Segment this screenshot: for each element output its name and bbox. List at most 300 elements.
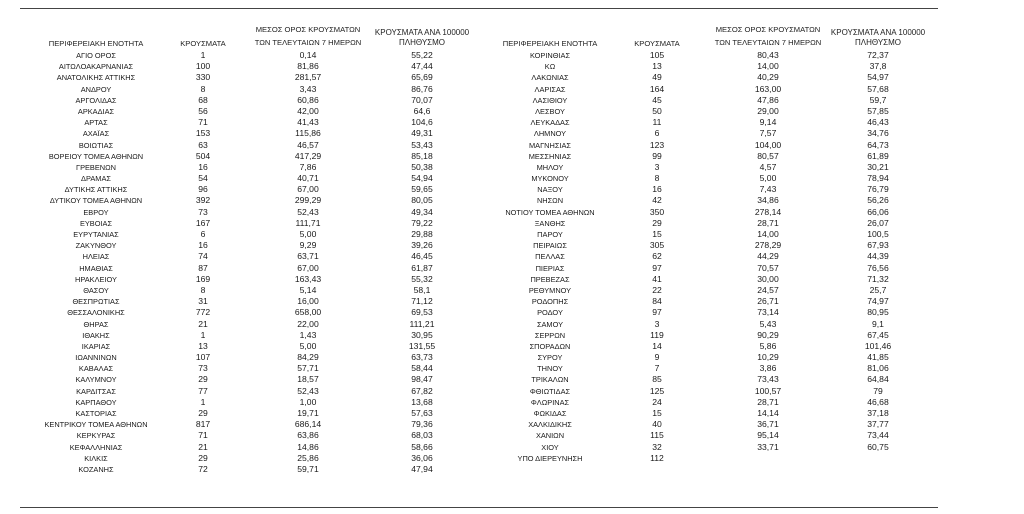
region-name: ΛΑΚΩΝΙΑΣ <box>531 73 569 83</box>
bottom-rule <box>20 507 938 508</box>
table-row <box>0 162 1024 173</box>
region-name: ΘΗΡΑΣ <box>83 319 109 329</box>
seven-day-average-value: 57,71 <box>297 363 319 374</box>
seven-day-average-value: 40,29 <box>757 72 779 83</box>
cases-value: 45 <box>652 94 662 105</box>
cases-per-100k-value: 67,82 <box>411 385 433 396</box>
region-name: ΚΑΡΔΙΤΣΑΣ <box>76 386 116 396</box>
cases-value: 8 <box>654 173 660 184</box>
seven-day-average-value: 5,00 <box>299 229 317 239</box>
region-name: ΑΝΑΤΟΛΙΚΗΣ ΑΤΤΙΚΗΣ <box>56 73 136 83</box>
region-name: ΔΡΑΜΑΣ <box>81 174 111 184</box>
cases-per-100k-value: 71,32 <box>867 273 889 284</box>
table-row <box>0 50 1024 61</box>
table-row <box>0 61 1024 72</box>
cases-per-100k-value: 63,73 <box>411 352 433 363</box>
table-row <box>0 453 1024 464</box>
cases-per-100k-value: 49,34 <box>411 206 433 217</box>
region-name: ΛΑΣΙΘΙΟΥ <box>532 95 568 105</box>
cases-value: 15 <box>652 408 662 418</box>
cases-value: 16 <box>198 161 208 172</box>
seven-day-average-value: 9,14 <box>759 117 777 128</box>
cases-value: 50 <box>652 105 662 116</box>
cases-per-100k-value: 54,97 <box>867 72 889 83</box>
seven-day-average-value: 686,14 <box>294 419 322 430</box>
cases-per-100k-value: 101,46 <box>864 340 892 351</box>
seven-day-average-value: 163,43 <box>294 273 322 284</box>
region-name: ΛΕΣΒΟΥ <box>535 106 565 116</box>
header-region-left: ΠΕΡΙΦΕΡΕΙΑΚΗ ΕΝΟΤΗΤΑ <box>48 39 144 48</box>
cases-value: 49 <box>652 72 662 83</box>
cases-value: 40 <box>652 419 662 430</box>
cases-per-100k-value: 72,37 <box>867 50 889 60</box>
region-name: ΒΟΙΩΤΙΑΣ <box>78 140 114 150</box>
region-name: ΘΕΣΠΡΩΤΙΑΣ <box>72 297 120 307</box>
cases-per-100k-value: 36,06 <box>411 452 433 463</box>
cases-value: 504 <box>195 150 211 161</box>
cases-per-100k-value: 98,47 <box>411 374 433 385</box>
cases-value: 96 <box>198 184 208 195</box>
seven-day-average-value: 14,00 <box>757 229 779 239</box>
seven-day-average-value: 46,57 <box>297 139 319 150</box>
cases-value: 7 <box>654 363 660 374</box>
table-row <box>0 95 1024 106</box>
seven-day-average-value: 41,43 <box>297 117 319 128</box>
cases-per-100k-value: 53,43 <box>411 139 433 150</box>
seven-day-average-value: 47,86 <box>757 94 779 105</box>
region-name: ΜΑΓΝΗΣΙΑΣ <box>529 140 571 150</box>
seven-day-average-value: 3,86 <box>759 363 777 374</box>
cases-value: 77 <box>198 385 208 396</box>
seven-day-average-value: 80,57 <box>757 150 779 161</box>
cases-per-100k-value: 60,75 <box>867 441 889 452</box>
seven-day-average-value: 5,00 <box>299 340 317 351</box>
cases-value: 6 <box>200 229 206 239</box>
cases-value: 112 <box>650 452 664 463</box>
cases-value: 29 <box>652 217 662 228</box>
region-name: ΣΥΡΟΥ <box>537 353 563 363</box>
region-name: ΓΡΕΒΕΝΩΝ <box>76 162 116 172</box>
seven-day-average-value: 26,71 <box>757 296 779 307</box>
table-row <box>0 195 1024 206</box>
seven-day-average-value: 42,00 <box>297 105 319 116</box>
region-name: ΛΗΜΝΟΥ <box>533 129 567 139</box>
cases-per-100k-value: 64,84 <box>867 374 889 385</box>
region-name: ΚΑΛΥΜΝΟΥ <box>75 375 117 385</box>
cases-value: 87 <box>198 262 208 273</box>
table-row <box>0 240 1024 251</box>
cases-value: 41 <box>652 273 662 284</box>
cases-value: 3 <box>654 318 660 329</box>
seven-day-average-value: 9,29 <box>299 240 317 251</box>
cases-per-100k-value: 57,63 <box>411 408 433 418</box>
cases-value: 392 <box>195 195 211 206</box>
cases-per-100k-value: 79,36 <box>411 419 433 430</box>
seven-day-average-value: 67,00 <box>297 184 319 195</box>
cases-per-100k-value: 37,77 <box>867 419 889 430</box>
seven-day-average-value: 115,86 <box>295 128 321 139</box>
table-row <box>0 442 1024 453</box>
seven-day-average-value: 19,71 <box>297 408 319 418</box>
region-name: ΚΑΒΑΛΑΣ <box>78 364 114 374</box>
cases-value: 24 <box>652 396 662 407</box>
region-name: ΚΕΡΚΥΡΑΣ <box>76 431 116 441</box>
seven-day-average-value: 4,57 <box>759 161 777 172</box>
region-name: ΔΥΤΙΚΗΣ ΑΤΤΙΚΗΣ <box>64 185 128 195</box>
cases-value: 29 <box>198 374 208 385</box>
cases-per-100k-value: 47,44 <box>411 61 433 72</box>
cases-per-100k-value: 50,38 <box>411 161 433 172</box>
cases-value: 153 <box>195 128 211 139</box>
region-name: ΑΡΚΑΔΙΑΣ <box>77 106 115 116</box>
table-row <box>0 173 1024 184</box>
region-name: ΞΑΝΘΗΣ <box>534 218 566 228</box>
cases-value: 169 <box>195 273 211 284</box>
cases-per-100k-value: 57,68 <box>867 83 889 94</box>
seven-day-average-value: 278,14 <box>754 206 782 217</box>
region-name: ΑΝΔΡΟΥ <box>80 84 112 94</box>
table-row <box>0 307 1024 318</box>
cases-per-100k-value: 78,94 <box>867 173 889 184</box>
cases-per-100k-value: 57,85 <box>867 105 889 116</box>
table-row <box>0 117 1024 128</box>
region-name: ΝΗΣΩΝ <box>536 196 564 206</box>
region-name: ΕΒΡΟΥ <box>83 207 109 217</box>
cases-per-100k-value: 55,22 <box>411 50 433 60</box>
top-rule <box>20 8 938 9</box>
seven-day-average-value: 3,43 <box>299 83 317 94</box>
cases-per-100k-value: 73,44 <box>867 430 889 441</box>
cases-per-100k-value: 37,8 <box>869 61 887 72</box>
cases-per-100k-value: 81,06 <box>867 363 889 374</box>
right-table-body <box>0 50 1024 464</box>
seven-day-average-value: 1,00 <box>299 396 317 407</box>
seven-day-average-value: 30,00 <box>757 273 779 284</box>
cases-per-100k-value: 47,94 <box>411 463 433 474</box>
region-name: ΦΛΩΡΙΝΑΣ <box>530 397 570 407</box>
seven-day-average-value: 52,43 <box>297 206 319 217</box>
cases-per-100k-value: 67,45 <box>867 329 889 340</box>
header-avg-line1: ΜΕΣΟΣ ΟΡΟΣ ΚΡΟΥΣΜΑΤΩΝ <box>715 25 821 34</box>
cases-per-100k-value: 61,89 <box>867 150 889 161</box>
cases-per-100k-value: 39,26 <box>411 240 433 251</box>
seven-day-average-value: 67,00 <box>297 262 319 273</box>
cases-per-100k-value: 55,32 <box>411 273 433 284</box>
cases-per-100k-value: 71,12 <box>411 296 433 307</box>
seven-day-average-value: 63,71 <box>297 251 319 262</box>
cases-per-100k-value: 46,43 <box>867 117 889 128</box>
seven-day-average-value: 73,14 <box>757 307 779 318</box>
region-name: ΑΧΑΪΑΣ <box>82 129 110 139</box>
header-cases-right: ΚΡΟΥΣΜΑΤΑ <box>634 39 680 48</box>
cases-value: 105 <box>649 50 665 60</box>
cases-value: 84 <box>652 296 662 307</box>
seven-day-average-value: 34,86 <box>757 195 779 206</box>
cases-per-100k-value: 44,39 <box>867 251 889 262</box>
region-name: ΑΡΤΑΣ <box>84 118 108 128</box>
seven-day-average-value: 5,00 <box>759 173 777 184</box>
header-per100k-line2: ΠΛΗΘΥΣΜΟ <box>854 38 902 47</box>
region-name: ΑΓΙΟ ΟΡΟΣ <box>76 51 116 60</box>
table-row <box>0 341 1024 352</box>
cases-value: 99 <box>652 150 662 161</box>
seven-day-average-value: 73,43 <box>757 374 779 385</box>
cases-per-100k-value: 13,68 <box>411 396 433 407</box>
cases-per-100k-value: 56,26 <box>867 195 889 206</box>
header-cases-left: ΚΡΟΥΣΜΑΤΑ <box>180 39 226 48</box>
seven-day-average-value: 104,00 <box>754 139 782 150</box>
cases-per-100k-value: 25,7 <box>869 284 887 295</box>
cases-per-100k-value: 58,1 <box>413 284 431 295</box>
table-row <box>0 352 1024 363</box>
table-row <box>0 296 1024 307</box>
table-row <box>0 408 1024 419</box>
header-avg-line2: ΤΩΝ ΤΕΛΕΥΤΑΙΩΝ 7 ΗΜΕΡΩΝ <box>254 37 362 47</box>
seven-day-average-value: 14,86 <box>297 441 319 452</box>
table-row <box>0 218 1024 229</box>
cases-value: 73 <box>198 206 208 217</box>
seven-day-average-value: 28,71 <box>757 396 779 407</box>
seven-day-average-value: 0,14 <box>299 50 317 60</box>
cases-per-100k-value: 79 <box>873 385 883 396</box>
cases-value: 123 <box>649 139 665 150</box>
seven-day-average-value: 16,00 <box>297 296 319 307</box>
seven-day-average-value: 7,43 <box>759 184 777 195</box>
region-name: ΗΡΑΚΛΕΙΟΥ <box>75 274 117 284</box>
seven-day-average-value: 278,29 <box>754 240 782 251</box>
cases-value: 15 <box>652 229 662 239</box>
cases-per-100k-value: 80,95 <box>867 307 889 318</box>
cases-value: 164 <box>649 83 665 94</box>
cases-value: 16 <box>198 240 208 251</box>
region-name: ΝΟΤΙΟΥ ΤΟΜΕΑ ΑΘΗΝΩΝ <box>505 207 595 217</box>
cases-per-100k-value: 46,68 <box>867 396 889 407</box>
region-name: ΒΟΡΕΙΟΥ ΤΟΜΕΑ ΑΘΗΝΩΝ <box>48 151 144 161</box>
region-name: ΧΑΝΙΩΝ <box>535 431 565 441</box>
seven-day-average-value: 10,29 <box>757 352 779 363</box>
region-name: ΤΡΙΚΑΛΩΝ <box>531 375 569 385</box>
table-row <box>0 397 1024 408</box>
seven-day-average-value: 7,86 <box>299 161 317 172</box>
cases-value: 11 <box>652 117 662 128</box>
cases-value: 817 <box>195 419 211 430</box>
cases-value: 22 <box>652 284 662 295</box>
region-name: ΠΕΙΡΑΙΩΣ <box>533 241 567 251</box>
cases-per-100k-value: 59,65 <box>411 184 433 195</box>
cases-value: 3 <box>654 161 660 172</box>
seven-day-average-value: 7,57 <box>759 128 777 139</box>
seven-day-average-value: 80,43 <box>757 50 779 60</box>
seven-day-average-value: 29,00 <box>757 105 779 116</box>
cases-value: 16 <box>652 184 662 195</box>
cases-value: 21 <box>198 441 208 452</box>
cases-per-100k-value: 76,79 <box>867 184 889 195</box>
cases-per-100k-value: 64,6 <box>413 105 431 116</box>
cases-value: 125 <box>649 385 665 396</box>
table-row <box>0 330 1024 341</box>
cases-value: 107 <box>195 352 211 363</box>
cases-value: 119 <box>650 329 664 340</box>
table-row <box>0 386 1024 397</box>
cases-value: 42 <box>652 195 662 206</box>
cases-per-100k-value: 46,45 <box>411 251 433 262</box>
region-name: ΦΩΚΙΔΑΣ <box>533 409 567 418</box>
seven-day-average-value: 299,29 <box>294 195 322 206</box>
region-name: ΧΙΟΥ <box>541 442 559 452</box>
seven-day-average-value: 25,86 <box>297 452 319 463</box>
region-name: ΚΟΡΙΝΘΙΑΣ <box>529 51 571 60</box>
region-name: ΛΕΥΚΑΔΑΣ <box>530 118 570 128</box>
seven-day-average-value: 84,29 <box>297 352 319 363</box>
cases-per-100k-value: 41,85 <box>867 352 889 363</box>
cases-value: 13 <box>652 61 662 72</box>
cases-value: 62 <box>652 251 662 262</box>
cases-value: 9 <box>654 352 660 363</box>
cases-value: 100 <box>195 61 211 72</box>
cases-per-100k-value: 67,93 <box>867 240 889 251</box>
cases-per-100k-value: 66,06 <box>867 206 889 217</box>
cases-per-100k-value: 79,22 <box>411 217 433 228</box>
header-per100k-line2: ΠΛΗΘΥΣΜΟ <box>398 38 446 47</box>
cases-per-100k-value: 70,07 <box>411 94 433 105</box>
seven-day-average-value: 60,86 <box>297 94 319 105</box>
cases-value: 21 <box>198 318 208 329</box>
cases-per-100k-value: 58,66 <box>411 441 433 452</box>
cases-per-100k-value: 86,76 <box>411 83 433 94</box>
region-name: ΜΥΚΟΝΟΥ <box>531 174 569 184</box>
cases-per-100k-value: 111,21 <box>409 318 435 329</box>
region-name: ΚΕΝΤΡΙΚΟΥ ΤΟΜΕΑ ΑΘΗΝΩΝ <box>44 420 148 430</box>
region-name: ΡΕΘΥΜΝΟΥ <box>528 285 572 295</box>
region-name: ΣΠΟΡΑΔΩΝ <box>529 341 571 351</box>
cases-per-100k-value: 74,97 <box>867 296 889 307</box>
cases-value: 97 <box>652 307 662 318</box>
region-name: ΤΗΝΟΥ <box>537 364 563 374</box>
region-name: ΡΟΔΟΠΗΣ <box>531 297 569 307</box>
region-name: ΚΑΡΠΑΘΟΥ <box>75 397 117 407</box>
cases-per-100k-value: 131,55 <box>408 340 436 351</box>
cases-value: 85 <box>652 374 662 385</box>
header-avg-line2: ΤΩΝ ΤΕΛΕΥΤΑΙΩΝ 7 ΗΜΕΡΩΝ <box>714 37 822 47</box>
seven-day-average-value: 5,14 <box>299 284 317 295</box>
table-row <box>0 363 1024 374</box>
header-region-right: ΠΕΡΙΦΕΡΕΙΑΚΗ ΕΝΟΤΗΤΑ <box>502 39 598 48</box>
region-name: ΠΙΕΡΙΑΣ <box>535 263 565 273</box>
seven-day-average-value: 5,43 <box>759 318 777 329</box>
header-avg-right <box>712 26 824 47</box>
cases-per-100k-value: 65,69 <box>411 72 433 83</box>
seven-day-average-value: 63,86 <box>297 430 319 441</box>
header-avg-left <box>252 26 364 47</box>
region-name: ΘΑΣΟΥ <box>83 285 109 295</box>
cases-value: 54 <box>198 173 208 184</box>
table-row <box>0 140 1024 151</box>
cases-value: 13 <box>198 340 208 351</box>
seven-day-average-value: 40,71 <box>297 173 319 184</box>
seven-day-average-value: 417,29 <box>294 150 322 161</box>
cases-value: 6 <box>654 128 660 139</box>
cases-value: 167 <box>195 217 211 228</box>
cases-per-100k-value: 49,31 <box>411 128 433 139</box>
region-name: ΚΑΣΤΟΡΙΑΣ <box>75 409 117 418</box>
table-row <box>0 128 1024 139</box>
seven-day-average-value: 658,00 <box>294 307 322 318</box>
region-name: ΑΡΓΟΛΙΔΑΣ <box>75 95 117 105</box>
cases-value: 63 <box>198 139 208 150</box>
region-name: ΙΚΑΡΙΑΣ <box>81 341 111 351</box>
region-name: ΚΩ <box>544 62 556 72</box>
cases-per-100k-value: 58,44 <box>411 363 433 374</box>
region-name: ΗΜΑΘΙΑΣ <box>79 263 113 273</box>
seven-day-average-value: 28,71 <box>757 217 779 228</box>
region-name: ΦΘΙΩΤΙΔΑΣ <box>529 386 571 396</box>
header-per100k-line1: ΚΡΟΥΣΜΑΤΑ ΑΝΑ 100000 <box>830 28 926 37</box>
seven-day-average-value: 81,86 <box>297 61 319 72</box>
cases-value: 97 <box>652 262 662 273</box>
cases-per-100k-value: 26,07 <box>867 217 889 228</box>
seven-day-average-value: 5,86 <box>759 340 777 351</box>
seven-day-average-value: 281,57 <box>294 72 322 83</box>
cases-per-100k-value: 37,18 <box>867 408 889 418</box>
table-row <box>0 419 1024 430</box>
seven-day-average-value: 59,71 <box>297 463 319 474</box>
cases-value: 29 <box>198 408 208 418</box>
cases-per-100k-value: 64,73 <box>867 139 889 150</box>
region-name: ΠΡΕΒΕΖΑΣ <box>530 274 570 284</box>
region-name: ΖΑΚΥΝΘΟΥ <box>75 241 117 251</box>
cases-value: 29 <box>198 452 208 463</box>
seven-day-average-value: 18,57 <box>297 374 319 385</box>
region-name: ΣΕΡΡΩΝ <box>534 330 566 340</box>
header-avg-line1: ΜΕΣΟΣ ΟΡΟΣ ΚΡΟΥΣΜΑΤΩΝ <box>255 25 361 34</box>
seven-day-average-value: 90,29 <box>757 329 779 340</box>
cases-per-100k-value: 30,95 <box>411 329 433 340</box>
cases-value: 71 <box>198 117 208 128</box>
cases-value: 1 <box>200 50 206 60</box>
table-row <box>0 106 1024 117</box>
region-name: ΡΟΔΟΥ <box>537 308 563 318</box>
cases-value: 305 <box>649 240 665 251</box>
cases-per-100k-value: 104,6 <box>411 117 433 128</box>
cases-per-100k-value: 54,94 <box>411 173 433 184</box>
region-name: ΘΕΣΣΑΛΟΝΙΚΗΣ <box>67 308 125 318</box>
cases-per-100k-value: 69,53 <box>411 307 433 318</box>
cases-per-100k-value: 68,03 <box>411 430 433 441</box>
region-name: ΜΗΛΟΥ <box>536 162 564 172</box>
region-name: ΥΠΟ ΔΙΕΡΕΥΝΗΣΗ <box>517 453 583 463</box>
seven-day-average-value: 52,43 <box>297 385 319 396</box>
cases-value: 8 <box>200 284 206 295</box>
table-row <box>0 207 1024 218</box>
seven-day-average-value: 163,00 <box>754 83 782 94</box>
header-per100k-left <box>370 28 474 47</box>
table-row <box>0 464 480 475</box>
table-row <box>0 84 1024 95</box>
cases-value: 8 <box>200 83 206 94</box>
region-name: ΑΙΤΩΛΟΑΚΑΡΝΑΝΙΑΣ <box>58 62 134 72</box>
region-name: ΙΩΑΝΝΙΝΩΝ <box>75 353 117 363</box>
region-name: ΔΥΤΙΚΟΥ ΤΟΜΕΑ ΑΘΗΝΩΝ <box>49 196 143 206</box>
table-row <box>0 263 1024 274</box>
cases-value: 56 <box>198 105 208 116</box>
seven-day-average-value: 44,29 <box>757 251 779 262</box>
header-per100k-line1: ΚΡΟΥΣΜΑΤΑ ΑΝΑ 100000 <box>374 28 470 37</box>
region-name: ΚΟΖΑΝΗΣ <box>78 464 114 474</box>
seven-day-average-value: 111,71 <box>295 217 321 228</box>
region-name: ΠΑΡΟΥ <box>537 230 563 239</box>
cases-value: 68 <box>198 94 208 105</box>
cases-value: 330 <box>195 72 211 83</box>
